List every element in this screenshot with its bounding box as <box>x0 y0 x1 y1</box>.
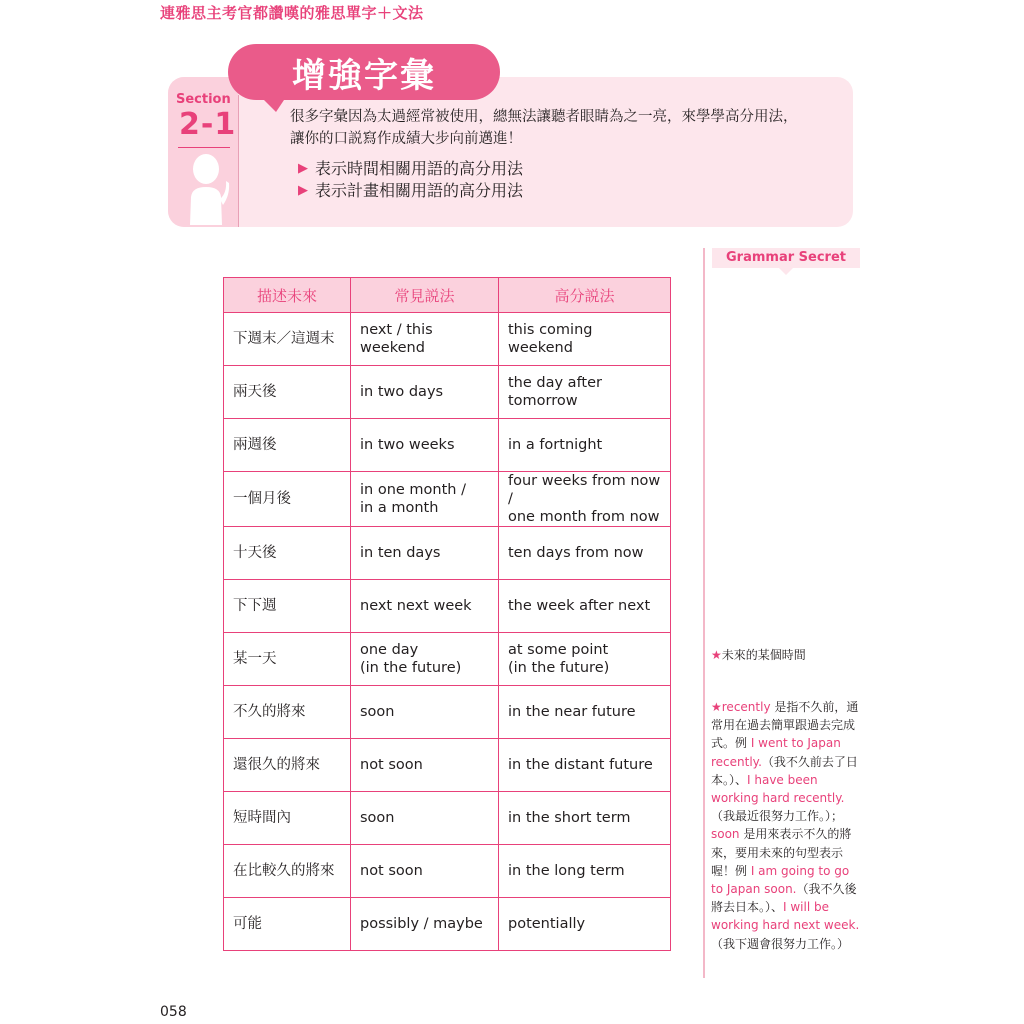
chinese-phrase-cell: 兩天後 <box>224 366 351 419</box>
note-text: 未來的某個時間 <box>721 648 806 662</box>
section-rule <box>178 147 230 148</box>
cell-line: in two weeks <box>360 437 455 453</box>
cell-line: in a month <box>360 500 439 516</box>
chinese-phrase-cell: 十天後 <box>224 527 351 580</box>
chinese-phrase-cell: 下下週 <box>224 580 351 633</box>
advanced-expression-cell <box>499 792 671 845</box>
cell-line: (in the future) <box>508 660 610 676</box>
cell-line: possibly / maybe <box>360 916 483 932</box>
star-icon: ★ <box>711 648 722 662</box>
table-row <box>224 419 671 472</box>
column-header: 描述未來 <box>224 278 351 313</box>
chinese-phrase-cell: 兩週後 <box>224 419 351 472</box>
keyword: soon <box>711 827 740 842</box>
chinese-phrase-cell: 下週末／這週末 <box>224 313 351 366</box>
sidebar-heading: Grammar Secret <box>726 250 846 265</box>
example-sentence: I will be working hard next week. <box>711 900 860 933</box>
sidebar-rule <box>703 248 705 978</box>
bullet-text: 表示計畫相關用語的高分用法 <box>315 181 524 200</box>
note-text: （我下週會很努力工作。） <box>711 936 850 951</box>
intro-line-1: 很多字彙因為太過經常被使用，總無法讓聽者眼睛為之一亮，來學學高分用法， <box>290 109 798 125</box>
section-title: 增強字彙 <box>228 44 500 100</box>
cell-line: in the short term <box>508 810 631 826</box>
bullet-item <box>298 158 523 180</box>
advanced-expression-cell <box>499 472 671 527</box>
note-text: 是指不久前，通常用在過去簡單跟過去完成式。例 <box>711 700 859 751</box>
note-text: 是用來表示不久的將來，要用未來的句型表示喔！例 <box>711 827 852 878</box>
chinese-phrase-cell: 在比較久的將來 <box>224 845 351 898</box>
table-row <box>224 739 671 792</box>
bullet-item <box>298 180 523 202</box>
advanced-expression-cell <box>499 739 671 792</box>
table-row <box>224 580 671 633</box>
cell-line: four weeks from now / <box>508 473 661 507</box>
table-row <box>224 313 671 366</box>
cell-line: in ten days <box>360 545 441 561</box>
cell-line: in one month / <box>360 482 466 498</box>
cell-line: one month from now <box>508 509 660 525</box>
star-icon: ★ <box>711 700 722 714</box>
cell-line: soon <box>360 810 395 826</box>
table-row <box>224 792 671 845</box>
example-sentence: I am going to go to Japan soon. <box>711 863 850 897</box>
cell-line: in a fortnight <box>508 437 603 453</box>
example-sentence: I went to Japan recently. <box>711 736 841 769</box>
person-icon <box>186 153 230 225</box>
common-expression-cell <box>351 366 499 419</box>
sidebar-note-1 <box>711 646 806 663</box>
advanced-expression-cell <box>499 366 671 419</box>
chinese-phrase-cell: 一個月後 <box>224 472 351 527</box>
cell-line: not soon <box>360 757 423 773</box>
table-body <box>224 313 671 951</box>
speech-bubble-tail <box>258 94 288 114</box>
cell-line: potentially <box>508 916 586 932</box>
cell-line: not soon <box>360 863 423 879</box>
cell-line: next next week <box>360 598 472 614</box>
cell-line: in the near future <box>508 704 636 720</box>
advanced-expression-cell <box>499 845 671 898</box>
chinese-phrase-cell: 還很久的將來 <box>224 739 351 792</box>
vocabulary-table <box>223 277 671 951</box>
column-header: 常見説法 <box>351 278 499 313</box>
cell-line: at some point <box>508 642 609 658</box>
table-row <box>224 633 671 686</box>
advanced-expression-cell <box>499 633 671 686</box>
common-expression-cell <box>351 633 499 686</box>
chinese-phrase-cell: 某一天 <box>224 633 351 686</box>
section-intro <box>290 106 840 150</box>
advanced-expression-cell <box>499 898 671 951</box>
table-row <box>224 686 671 739</box>
cell-line: soon <box>360 704 395 720</box>
table-row <box>224 898 671 951</box>
section-number: 2-1 <box>179 107 237 142</box>
triangle-bullet-icon: ▶ <box>298 183 308 198</box>
chinese-phrase-cell: 短時間內 <box>224 792 351 845</box>
page-number: 058 <box>160 1004 187 1020</box>
chinese-phrase-cell: 不久的將來 <box>224 686 351 739</box>
note-text: （我不久前去了日本。）、 <box>711 754 858 787</box>
common-expression-cell <box>351 898 499 951</box>
common-expression-cell <box>351 419 499 472</box>
common-expression-cell <box>351 580 499 633</box>
keyword: recently <box>721 700 771 714</box>
chinese-phrase-cell: 可能 <box>224 898 351 951</box>
cell-line: the week after next <box>508 598 651 614</box>
running-head: 連雅思主考官都讚嘆的雅思單字＋文法 <box>160 4 424 22</box>
common-expression-cell <box>351 845 499 898</box>
cell-line: one day <box>360 642 419 658</box>
section-divider <box>238 95 239 227</box>
cell-line: in two days <box>360 384 444 400</box>
advanced-expression-cell <box>499 527 671 580</box>
common-expression-cell <box>351 313 499 366</box>
triangle-bullet-icon: ▶ <box>298 161 308 176</box>
advanced-expression-cell <box>499 580 671 633</box>
table-row <box>224 366 671 419</box>
advanced-expression-cell <box>499 686 671 739</box>
intro-line-2: 讓你的口説寫作成績大步向前邁進！ <box>290 131 522 147</box>
advanced-expression-cell <box>499 313 671 366</box>
heading-notch-icon <box>779 268 793 276</box>
note-text: （我不久後將去日本。）、 <box>711 882 857 915</box>
cell-line: ten days from now <box>508 545 644 561</box>
example-sentence: I have been working hard recently. <box>711 772 845 806</box>
common-expression-cell <box>351 472 499 527</box>
note-text: （我最近很努力工作。）； <box>711 809 844 824</box>
common-expression-cell <box>351 527 499 580</box>
advanced-expression-cell <box>499 419 671 472</box>
table-row <box>224 472 671 527</box>
topic-bullets <box>298 158 523 202</box>
cell-line: (in the future) <box>360 660 462 676</box>
cell-line: the day after tomorrow <box>508 375 602 409</box>
section-label: Section <box>176 92 231 107</box>
cell-line: this coming weekend <box>508 322 593 356</box>
bullet-text: 表示時間相關用語的高分用法 <box>315 159 524 178</box>
column-header: 高分説法 <box>499 278 671 313</box>
common-expression-cell <box>351 792 499 845</box>
table-row <box>224 527 671 580</box>
table-row <box>224 845 671 898</box>
table-header-row <box>224 278 671 313</box>
common-expression-cell <box>351 739 499 792</box>
cell-line: next / this weekend <box>360 322 433 356</box>
cell-line: in the distant future <box>508 757 653 773</box>
cell-line: in the long term <box>508 863 625 879</box>
common-expression-cell <box>351 686 499 739</box>
sidebar-note-2 <box>711 698 861 953</box>
